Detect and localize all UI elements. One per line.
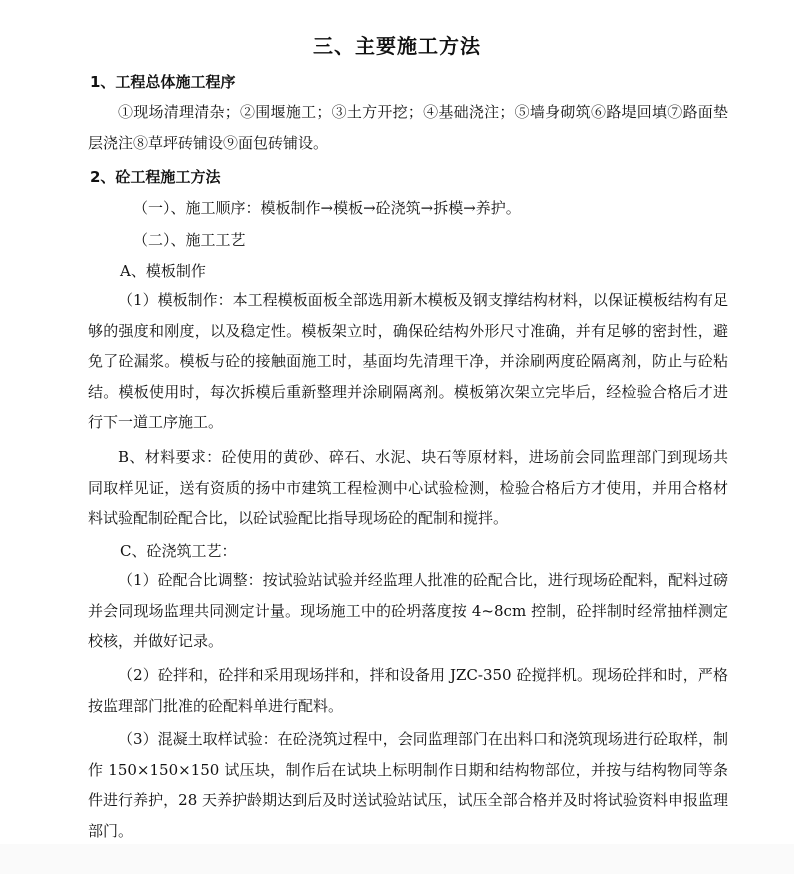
material-requirements-paragraph: B、材料要求：砼使用的黄砂、碎石、水泥、块石等原材料，进场前会同监理部门到现场共同取样见证，送有资质的扬中市建筑工程检测中心试验检测，检验合格后方才使用，并用合格材料试验配制砼配合比，以砼试验配比指导现场砼的配制和搅拌。 bbox=[88, 448, 728, 527]
concrete-pouring-heading: C、砼浇筑工艺： bbox=[120, 542, 237, 560]
section-heading-2: 2、砼工程施工方法 bbox=[90, 168, 221, 186]
formwork-paragraph: （1）模板制作：本工程模板面板全部选用新木模板及钢支撑结构材料，以保证模板结构有足够的强度和刚度，以及稳定性。模板架立时，确保砼结构外形尺寸准确，并有足够的密封性，避免了砼漏浆。模板与砼的接触面施工时，基面均先清理干净，并涂刷两度砼隔离剂，防止与砼粘结。模板使用时，每次拆模后重新整理并涂刷隔离剂。模板第次架立完毕后，经检验合格后才进行下一道工序施工。 bbox=[88, 291, 728, 431]
construction-craft-line: （二）、施工工艺 bbox=[133, 231, 246, 249]
sampling-test-paragraph: （3）混凝土取样试验：在砼浇筑过程中，会同监理部门在出料口和浇筑现场进行砼取样，制作 150×150×150 试压块，制作后在试块上标明制作日期和结构物部位，并按与结构物同等条件进行养护，28 天养护龄期达到后及时送试验站试压，试压全部合格并及时将试验资料申报监理部门。 bbox=[88, 730, 728, 840]
construction-order-line: （一）、施工顺序：模板制作→模板→砼浇筑→拆模→养护。 bbox=[133, 199, 521, 217]
mixing-paragraph: （2）砼拌和，砼拌和采用现场拌和，拌和设备用 JZC-350 砼搅拌机。现场砼拌和时，严格按监理部门批准的砼配料单进行配料。 bbox=[88, 666, 728, 715]
page-title: 三、主要施工方法 bbox=[313, 34, 481, 58]
mix-ratio-paragraph: （1）砼配合比调整：按试验站试验并经监理人批准的砼配合比，进行现场砼配料，配料过磅并会同现场监理共同测定计量。现场施工中的砼坍落度按 4~8cm 控制，砼拌制时经常抽样测定校核，并做好记录。 bbox=[88, 571, 728, 650]
section-1-paragraph: ①现场清理清杂；②围堰施工；③土方开挖；④基础浇注；⑤墙身砌筑⑥路堤回填⑦路面垫层浇注⑧草坪砖铺设⑨面包砖铺设。 bbox=[88, 103, 728, 152]
section-heading-1: 1、工程总体施工程序 bbox=[90, 73, 236, 91]
page-bottom-margin bbox=[0, 844, 794, 874]
formwork-heading: A、模板制作 bbox=[120, 262, 206, 280]
